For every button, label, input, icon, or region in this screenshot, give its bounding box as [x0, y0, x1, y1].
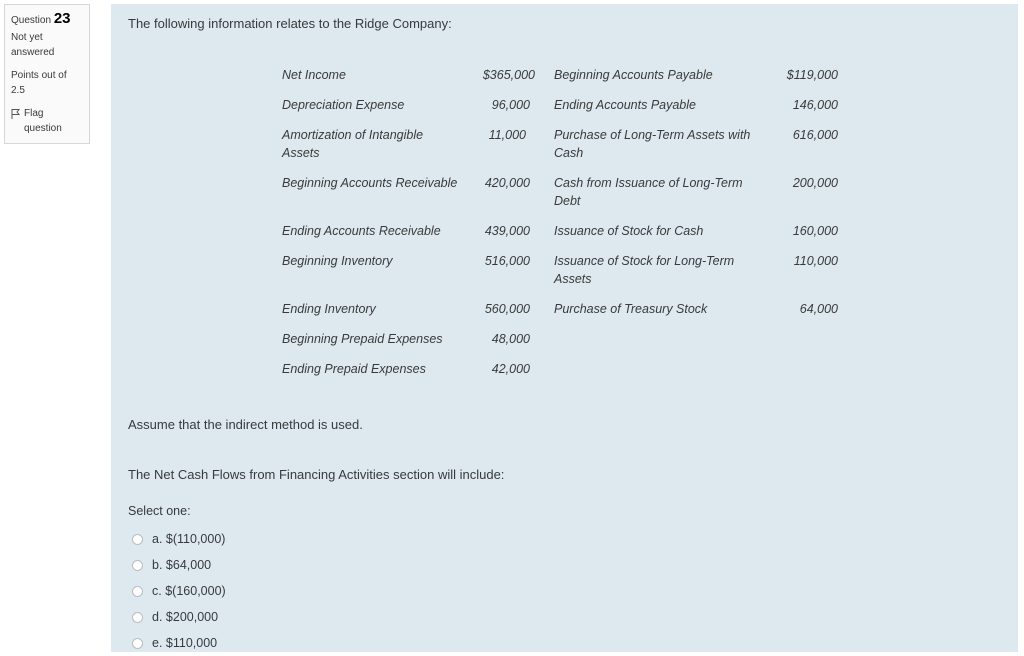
row-value-left: $365,000: [482, 68, 535, 82]
row-value-right: 160,000: [792, 224, 838, 238]
answer-option-c[interactable]: [128, 578, 226, 604]
row-label-right: Cash from Issuance of Long-Term Debt: [554, 176, 743, 208]
row-value-right: 146,000: [792, 98, 838, 112]
grade-line-1: Points out of: [11, 70, 67, 81]
row-label-right: Ending Accounts Payable: [554, 98, 696, 112]
answer-option-a[interactable]: [128, 526, 226, 552]
row-value-left: 96,000: [491, 98, 530, 112]
answer-option-e[interactable]: [128, 630, 226, 656]
radio-button[interactable]: [132, 638, 143, 649]
row-value-right: $119,000: [786, 68, 838, 82]
table-row: [282, 222, 838, 252]
row-value-left: 516,000: [484, 254, 530, 268]
row-label-right: Beginning Accounts Payable: [554, 68, 713, 82]
row-value-left: 48,000: [491, 332, 530, 346]
answer-option-d[interactable]: [128, 604, 226, 630]
table-row: [282, 360, 838, 390]
financial-data-table: [282, 66, 838, 390]
option-letter: a.: [152, 532, 163, 546]
radio-button[interactable]: [132, 612, 143, 623]
row-value-left: 42,000: [491, 362, 530, 376]
option-text: $110,000: [165, 636, 218, 650]
option-letter: e.: [152, 636, 163, 650]
table-row: [282, 174, 838, 222]
row-value-left: 439,000: [484, 224, 530, 238]
row-value-right: 64,000: [799, 302, 838, 316]
question-state: [11, 30, 89, 60]
option-letter: b.: [152, 558, 163, 572]
question-info-panel: [4, 4, 90, 144]
flag-label-1: Flag: [24, 108, 44, 119]
state-line-2: answered: [11, 47, 55, 58]
table-row: [282, 126, 838, 174]
row-label-left: Amortization of Intangible Assets: [282, 128, 424, 160]
option-text: $(110,000): [165, 532, 226, 546]
question-grade: [11, 68, 89, 98]
row-label-left: Beginning Inventory: [282, 254, 393, 268]
question-intro: The following information relates to the Ridge Company:: [128, 16, 452, 31]
row-label-left: Net Income: [282, 68, 346, 82]
radio-button[interactable]: [132, 586, 143, 597]
question-content: [111, 4, 1018, 652]
radio-button[interactable]: [132, 560, 143, 571]
radio-button[interactable]: [132, 534, 143, 545]
row-label-left: Ending Accounts Receivable: [282, 224, 441, 238]
select-one-label: Select one:: [128, 504, 191, 518]
state-line-1: Not yet: [11, 32, 43, 43]
flag-icon: [11, 108, 21, 120]
table-row: [282, 300, 838, 330]
option-letter: d.: [152, 610, 163, 624]
row-label-left: Beginning Prepaid Expenses: [282, 332, 443, 346]
row-value-left: 11,000: [488, 128, 526, 142]
answer-options: [128, 526, 226, 656]
row-label-right: Issuance of Stock for Long-Term Assets: [554, 254, 735, 286]
method-assumption: Assume that the indirect method is used.: [128, 417, 363, 432]
grade-line-2: 2.5: [11, 85, 25, 96]
row-label-left: Ending Inventory: [282, 302, 376, 316]
table-row: [282, 330, 838, 360]
row-label-right: Purchase of Long-Term Assets with Cash: [554, 128, 751, 160]
flag-label-2: question: [24, 123, 62, 134]
row-value-left: 420,000: [484, 176, 530, 190]
row-value-right: 110,000: [793, 254, 838, 268]
row-label-left: Ending Prepaid Expenses: [282, 362, 426, 376]
question-number: 23: [53, 10, 71, 27]
row-label-left: Depreciation Expense: [282, 98, 405, 112]
option-letter: c.: [152, 584, 162, 598]
row-value-left: 560,000: [484, 302, 530, 316]
flag-question-button[interactable]: [11, 106, 89, 136]
row-label-right: Issuance of Stock for Cash: [554, 224, 704, 238]
row-label-right: Purchase of Treasury Stock: [554, 302, 708, 316]
question-label: Question: [11, 15, 52, 26]
table-row: [282, 252, 838, 300]
table-row: [282, 96, 838, 126]
row-value-right: 616,000: [792, 128, 838, 142]
answer-option-b[interactable]: [128, 552, 226, 578]
question-number-line: [11, 11, 89, 28]
option-text: $200,000: [165, 610, 219, 624]
option-text: $64,000: [165, 558, 212, 572]
row-value-right: 200,000: [792, 176, 838, 190]
row-label-left: Beginning Accounts Receivable: [282, 176, 458, 190]
table-row: [282, 66, 838, 96]
question-prompt: The Net Cash Flows from Financing Activities section will include:: [128, 467, 505, 482]
option-text: $(160,000): [165, 584, 226, 598]
